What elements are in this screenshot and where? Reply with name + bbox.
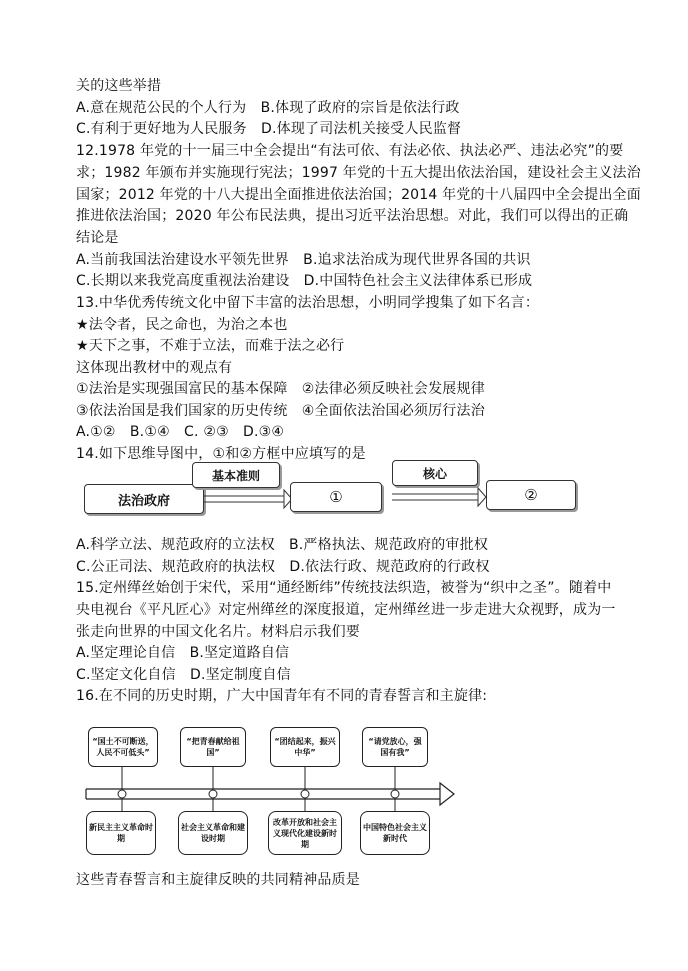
mindmap-arrow-1-label: 基本准则 (192, 462, 280, 488)
slogan-bubble: “把青春献给祖国” (180, 727, 246, 767)
option-line: A.科学立法、规范政府的立法权 B.严格执法、规范政府的审批权 (76, 537, 489, 553)
slogan-bubble: “团结起来，振兴中华” (270, 727, 340, 767)
option-line: ③依法治国是我们国家的历史传统 ④全面依法治国必须厉行法治 (76, 403, 485, 419)
question-16-line: 这些青春誓言和主旋律反映的共同精神品质是 (76, 872, 360, 888)
option-line: C.长期以来我党高度重视法治建设 D.中国特色社会主义法律体系已形成 (76, 273, 533, 289)
option-line: A.坚定理论自信 B.坚定道路自信 (76, 645, 290, 661)
period-box: 社会主义革命和建设时期 (178, 811, 248, 855)
mindmap-blank-box-2: ② (486, 480, 576, 510)
option-line: ①法治是实现强国富民的基本保障 ②法律必须反映社会发展规律 (76, 381, 485, 397)
option-line: A.当前我国法治建设水平领先世界 B.追求法治成为现代世界各国的共识 (76, 252, 531, 268)
quote-line: ★天下之事，不难于立法，而难于法之必行 (76, 338, 345, 354)
arrow-icon (192, 462, 292, 512)
question-12-line: 12.1978 年党的十一届三中全会提出“有法可依、有法必依、执法必严、违法必究”的要 (76, 143, 624, 159)
slogan-bubble: “请党放心，强国有我” (362, 727, 428, 767)
mindmap-arrow-2-label: 核心 (392, 460, 478, 486)
question-14-line: 14.如下思维导图中，①和②方框中应填写的是 (76, 446, 366, 462)
mindmap-arrow-1 (192, 462, 292, 512)
option-line: A.意在规范公民的个人行为 B.体现了政府的宗旨是依法行政 (76, 100, 460, 116)
option-line: A.①② B.①④ C. ②③ D.③④ (76, 424, 285, 440)
arrow-icon (388, 460, 488, 510)
option-line: C.公正司法、规范政府的执法权 D.依法行政、规范政府的行政权 (76, 559, 490, 575)
question-12-line: 求；1982 年颁布并实施现行宪法；1997 年党的十五大提出依法治国，建设社会主义法治 (76, 165, 641, 181)
period-box: 新民主主义革命时期 (86, 811, 156, 855)
period-box: 改革开放和社会主义现代化建设新时期 (268, 811, 342, 855)
mindmap-arrow-2 (388, 460, 488, 510)
question-15-line: 央电视台《平凡匠心》对定州缂丝的深度报道，定州缂丝进一步走进大众视野，成为一 (76, 602, 616, 618)
question-12-line: 推进依法治国；2020 年公布民法典，提出习近平法治思想。对此，我们可以得出的正确 (76, 208, 629, 224)
mindmap-blank-box-1: ① (290, 482, 382, 512)
mindmap-start-box: 法治政府 (84, 484, 204, 514)
question-12-line: 国家；2012 年党的十八大提出全面推进依法治国；2014 年党的十八届四中全会提出全面 (76, 187, 641, 203)
timeline-diagram (84, 715, 464, 865)
question-15-line: 15.定州缂丝始创于宋代，采用“通经断纬”传统技法织造，被誉为“织中之圣”。随着中 (76, 580, 612, 596)
option-line: C.有利于更好地为人民服务 D.体现了司法机关接受人民监督 (76, 121, 462, 137)
mind-map (84, 462, 584, 522)
question-12-line: 结论是 (76, 230, 119, 246)
question-15-line: 张走向世界的中国文化名片。材料启示我们要 (76, 624, 360, 640)
question-13-line: 13.中华优秀传统文化中留下丰富的法治思想，小明同学搜集了如下名言： (76, 295, 540, 311)
slogan-bubble: “国土不可断送，人民不可低头” (88, 727, 158, 767)
quote-line: ★法令者，民之命也，为治之本也 (76, 317, 288, 333)
text-line: 关的这些举措 (76, 78, 162, 94)
question-13-line: 这体现出教材中的观点有 (76, 360, 233, 376)
question-16-line: 16.在不同的历史时期，广大中国青年有不同的青春誓言和主旋律: (76, 688, 488, 704)
option-line: C.坚定文化自信 D.坚定制度自信 (76, 667, 291, 683)
period-box: 中国特色社会主义新时代 (360, 811, 430, 855)
